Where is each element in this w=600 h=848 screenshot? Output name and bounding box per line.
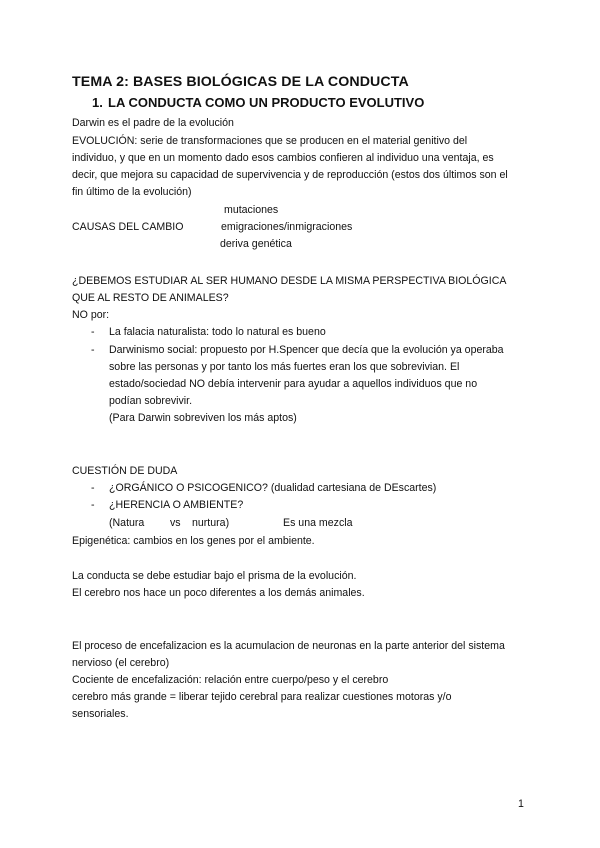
- bullet-text: (Para Darwin sobreviven los más aptos): [109, 412, 297, 424]
- section-heading: LA CONDUCTA COMO UN PRODUCTO EVOLUTIVO: [108, 95, 425, 110]
- darwin-line: Darwin es el padre de la evolución: [72, 117, 234, 129]
- bullet-text: Darwinismo social: propuesto por H.Spencer que decía que la evolución ya operaba: [109, 344, 504, 356]
- bullet-text: La falacia naturalista: todo lo natural es bueno: [109, 326, 326, 338]
- question-line: QUE AL RESTO DE ANIMALES?: [72, 292, 229, 304]
- nurtura-text: nurtura): [192, 517, 230, 529]
- evolution-def-line: EVOLUCIÓN: serie de transformaciones que se producen en el material genitivo del: [72, 135, 468, 147]
- cause-item: deriva genética: [220, 238, 292, 250]
- vs-text: vs: [170, 517, 181, 529]
- bullet-text: estado/sociedad NO debía intervenir para ayudar a aquellos individuos que no: [109, 378, 478, 390]
- encephalization-line: sensoriales.: [72, 708, 129, 720]
- conduct-line: El cerebro nos hace un poco diferentes a los demás animales.: [72, 587, 365, 599]
- bullet-dash: -: [91, 482, 95, 494]
- bullet-dash: -: [91, 499, 95, 511]
- bullet-text: podían sobrevivir.: [109, 395, 193, 407]
- bullet-text: sobre las personas y por tanto los más fuertes eran los que sobrevivian. El: [109, 361, 460, 373]
- conduct-line: La conducta se debe estudiar bajo el prisma de la evolución.: [72, 570, 357, 582]
- page-title: TEMA 2: BASES BIOLÓGICAS DE LA CONDUCTA: [72, 74, 409, 90]
- cause-item: mutaciones: [224, 204, 279, 216]
- doubt-bullet: ¿ORGÁNICO O PSICOGENICO? (dualidad cartesiana de DEscartes): [109, 482, 437, 494]
- doubt-bullet: ¿HERENCIA O AMBIENTE?: [109, 499, 244, 511]
- causes-label: CAUSAS DEL CAMBIO: [72, 221, 184, 233]
- encephalization-line: Cociente de encefalización: relación entre cuerpo/peso y el cerebro: [72, 674, 389, 686]
- bullet-dash: -: [91, 344, 95, 356]
- page-number: 1: [518, 798, 524, 810]
- evolution-def-line: individuo, y que en un momento dado esos cambios confieren al individuo una ventaja, es: [72, 152, 494, 164]
- evolution-def-line: fin último de la evolución): [72, 186, 192, 198]
- no-por-label: NO por:: [72, 309, 110, 321]
- bullet-dash: -: [91, 326, 95, 338]
- mixture-note: Es una mezcla: [283, 517, 353, 529]
- natura-text: (Natura: [109, 517, 145, 529]
- section-number: 1.: [92, 95, 103, 110]
- encephalization-line: El proceso de encefalizacion es la acumulacion de neuronas en la parte anterior del sistema: [72, 640, 505, 652]
- encephalization-line: cerebro más grande = liberar tejido cerebral para realizar cuestiones motoras y/o: [72, 691, 452, 703]
- cause-item: emigraciones/inmigraciones: [221, 221, 353, 233]
- doubt-heading: CUESTIÓN DE DUDA: [72, 465, 178, 477]
- evolution-def-line: decir, que mejora su capacidad de supervivencia y de reproducción (estos dos últimos son el: [72, 169, 508, 181]
- epigenetics-line: Epigenética: cambios en los genes por el ambiente.: [72, 535, 315, 547]
- question-line: ¿DEBEMOS ESTUDIAR AL SER HUMANO DESDE LA MISMA PERSPECTIVA BIOLÓGICA: [72, 275, 507, 287]
- encephalization-line: nervioso (el cerebro): [72, 657, 170, 669]
